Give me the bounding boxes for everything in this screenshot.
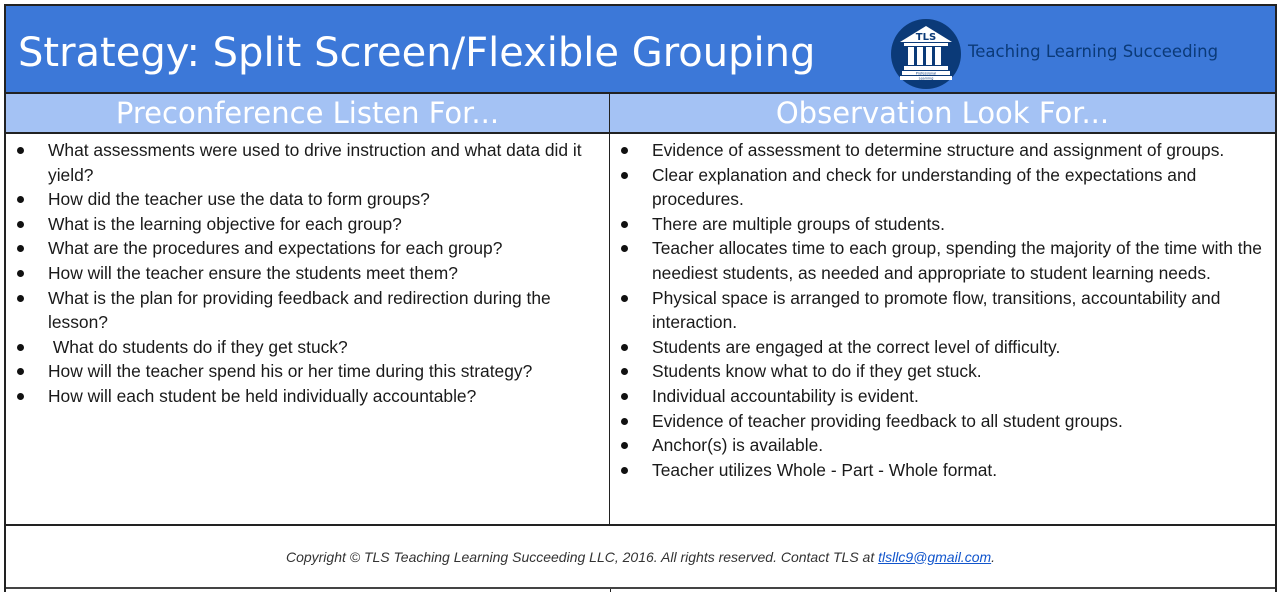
copyright-footer [6,526,1275,589]
observation-column [610,134,1275,524]
bullet-icon [621,418,628,425]
title-banner [6,6,1275,94]
observation-heading: Observation Look For... [775,96,1110,130]
list-item: What assessments were used to drive instruction and what data did it yield? [6,138,609,187]
bullet-icon [17,393,24,400]
bullet-icon [17,368,24,375]
preconference-column [6,134,610,524]
logo-monogram: TLS [915,32,937,43]
bullet-icon [17,147,24,154]
logo-tagline: Teaching Learning Succeeding [968,42,1219,61]
list-item: How will the teacher ensure the students meet them? [6,261,609,286]
preconference-list [6,138,609,409]
strategy-document [4,4,1277,592]
bullet-icon [621,344,628,351]
bullet-icon [621,245,628,252]
svg-text:Professional: Professional [915,71,937,76]
list-item: Evidence of assessment to determine structure and assignment of groups. [610,138,1275,163]
bullet-icon [17,245,24,252]
list-item: Students are engaged at the correct level of difficulty. [610,335,1275,360]
list-item: Individual accountability is evident. [610,384,1275,409]
bullet-icon [17,221,24,228]
list-item: Teacher utilizes Whole - Part - Whole format. [610,458,1275,483]
bullet-icon [17,344,24,351]
bullet-icon [621,467,628,474]
svg-text:Learning: Learning [918,76,934,81]
content-row [6,134,1275,526]
list-item: What is the plan for providing feedback and redirection during the lesson? [6,286,609,335]
tls-building-logo-icon [890,18,962,90]
list-item: Students know what to do if they get stuck. [610,359,1275,384]
column-headers [6,94,1275,134]
bullet-icon [621,368,628,375]
bullet-icon [17,196,24,203]
list-item: Evidence of teacher providing feedback to all student groups. [610,409,1275,434]
list-item: Anchor(s) is available. [610,433,1275,458]
preconference-heading: Preconference Listen For... [6,94,610,132]
list-item: Physical space is arranged to promote flow, transitions, accountability and interaction. [610,286,1275,335]
list-item: Clear explanation and check for understanding of the expectations and procedures. [610,163,1275,212]
list-item: What is the learning objective for each group? [6,212,609,237]
bullet-icon [621,147,628,154]
list-item: Teacher allocates time to each group, spending the majority of the time with the neediest students, as needed and appropriate to student learning needs. [610,236,1275,285]
list-item: How did the teacher use the data to form groups? [6,187,609,212]
bullet-icon [621,295,628,302]
list-item: What do students do if they get stuck? [6,335,609,360]
bullet-icon [17,270,24,277]
bullet-icon [621,393,628,400]
list-item: What are the procedures and expectations for each group? [6,236,609,261]
list-item: How will the teacher spend his or her time during this strategy? [6,359,609,384]
copyright-notice: Copyright © TLS Teaching Learning Succeeding LLC, 2016. All rights reserved. Contact TLS at tlsllc9@gmail.com. [285,548,996,565]
observation-list [610,138,1275,482]
bullet-icon [621,442,628,449]
list-item: There are multiple groups of students. [610,212,1275,237]
contact-email-link[interactable]: tlsllc9@gmail.com [878,548,992,565]
page-title: Strategy: Split Screen/Flexible Grouping [18,30,816,76]
bullet-icon [621,221,628,228]
bullet-icon [17,295,24,302]
bullet-icon [621,172,628,179]
list-item: How will each student be held individually accountable? [6,384,609,409]
